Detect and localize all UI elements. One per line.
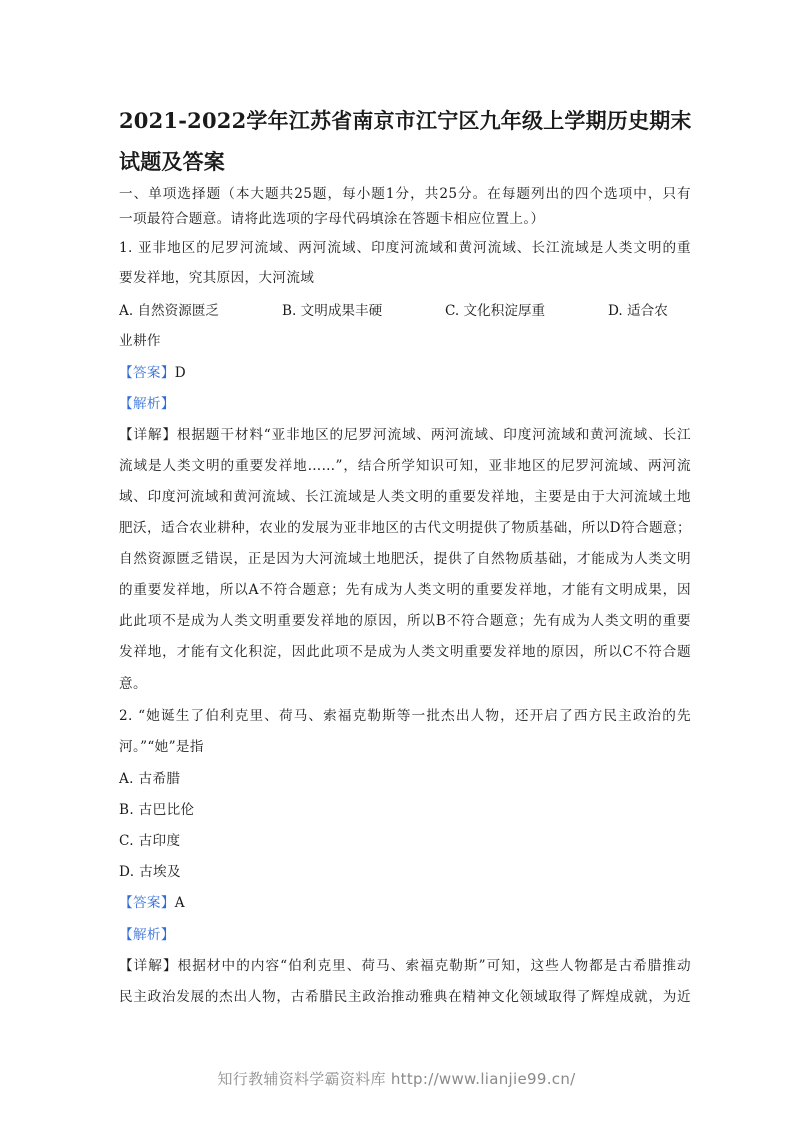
q2-stem-line-1: 2. “她诞生了伯利克里、荷马、索福克勒斯等一批杰出人物，还开启了西方民主政治的先 bbox=[119, 708, 691, 724]
answer-value: A bbox=[174, 895, 185, 911]
detail-tag: 【详解】 bbox=[119, 427, 177, 443]
q1-answer bbox=[119, 361, 691, 381]
q2-detail-line-1 bbox=[119, 954, 691, 974]
detail-tag: 【详解】 bbox=[119, 958, 178, 974]
q1-detail-line-2: 流域是人类文明的重要发祥地……”，结合所学知识可知，亚非地区的尼罗河流域、两河流 bbox=[119, 458, 691, 474]
detail-text: 根据材中的内容“伯利克里、荷马、索福克勒斯”可知，这些人物都是古希腊推动 bbox=[177, 958, 692, 974]
q1-option-b: B. 文明成果丰硬 bbox=[282, 303, 383, 319]
q1-detail-line-1 bbox=[119, 423, 691, 443]
q2-option-c: C. 古印度 bbox=[119, 833, 181, 849]
q2-analysis-heading bbox=[119, 923, 691, 943]
q1-option-d-continued: 业耕作 bbox=[119, 333, 161, 349]
q1-detail-line-9: 意。 bbox=[119, 676, 147, 692]
answer-value: D bbox=[174, 365, 187, 381]
q1-stem-line-1: 1. 亚非地区的尼罗河流域、两河流域、印度河流域和黄河流域、长江流域是人类文明的重 bbox=[119, 240, 691, 256]
analysis-tag: 【解析】 bbox=[119, 396, 175, 412]
answer-tag: 【答案】 bbox=[119, 895, 175, 911]
analysis-tag: 【解析】 bbox=[119, 927, 175, 943]
detail-text: 根据题干材料“亚非地区的尼罗河流域、两河流域、印度河流域和黄河流域、长江 bbox=[176, 427, 691, 443]
q1-detail-line-6: 的重要发祥地，所以A不符合题意；先有成为人类文明的重要发祥地，才能有文明成果，因 bbox=[119, 582, 691, 598]
q1-detail-line-7: 此此项不是成为人类文明重要发祥地的原因，所以B不符合题意；先有成为人类文明的重要 bbox=[119, 613, 691, 629]
q2-detail-line-2: 民主政治发展的杰出人物，古希腊民主政治推动雅典在精神文化领域取得了辉煌成就，为近 bbox=[119, 989, 691, 1005]
q1-analysis-heading bbox=[119, 392, 691, 412]
q1-stem-line-2: 要发祥地，究其原因，大河流域 bbox=[119, 270, 315, 286]
q1-detail-line-8: 发祥地，才能有文化积淀，因此此项不是成为人类文明重要发祥地的原因，所以C不符合题 bbox=[119, 644, 691, 660]
q2-option-a: A. 古希腊 bbox=[119, 771, 181, 787]
q2-option-d: D. 古埃及 bbox=[119, 864, 181, 880]
q2-option-b: B. 古巴比伦 bbox=[119, 802, 195, 818]
q1-option-a: A. 自然资源匮乏 bbox=[119, 303, 220, 319]
document-title-line-1: 2021-2022学年江苏省南京市江宁区九年级上学期历史期末 bbox=[119, 108, 692, 133]
section-instructions-line-2: 一项最符合题意。请将此选项的字母代码填涂在答题卡相应位置上。） bbox=[119, 211, 545, 227]
q1-option-c: C. 文化积淀厚重 bbox=[445, 303, 546, 319]
section-instructions-line-1: 一、单项选择题（本大题共25题，每小题1分，共25分。在每题列出的四个选项中，只有 bbox=[119, 186, 691, 202]
q1-option-d: D. 适合农 bbox=[608, 303, 668, 319]
footer-watermark: 知行教辅资料学霸资料库 http://www.lianjie99.cn/ bbox=[217, 1070, 576, 1088]
q2-answer bbox=[119, 891, 691, 911]
q1-detail-line-5: 自然资源匮乏错误，正是因为大河流域土地肥沃，提供了自然物质基础，才能成为人类文明 bbox=[119, 551, 691, 567]
q2-stem-line-2: 河。”“她”是指 bbox=[119, 739, 204, 755]
q1-detail-line-4: 肥沃，适合农业耕种，农业的发展为亚非地区的古代文明提供了物质基础，所以D符合题意； bbox=[119, 520, 691, 536]
answer-tag: 【答案】 bbox=[119, 365, 175, 381]
q1-detail-line-3: 域、印度河流域和黄河流域、长江流域是人类文明的重要发祥地，主要是由于大河流域土地 bbox=[119, 489, 691, 505]
document-title-line-2: 试题及答案 bbox=[119, 149, 225, 174]
